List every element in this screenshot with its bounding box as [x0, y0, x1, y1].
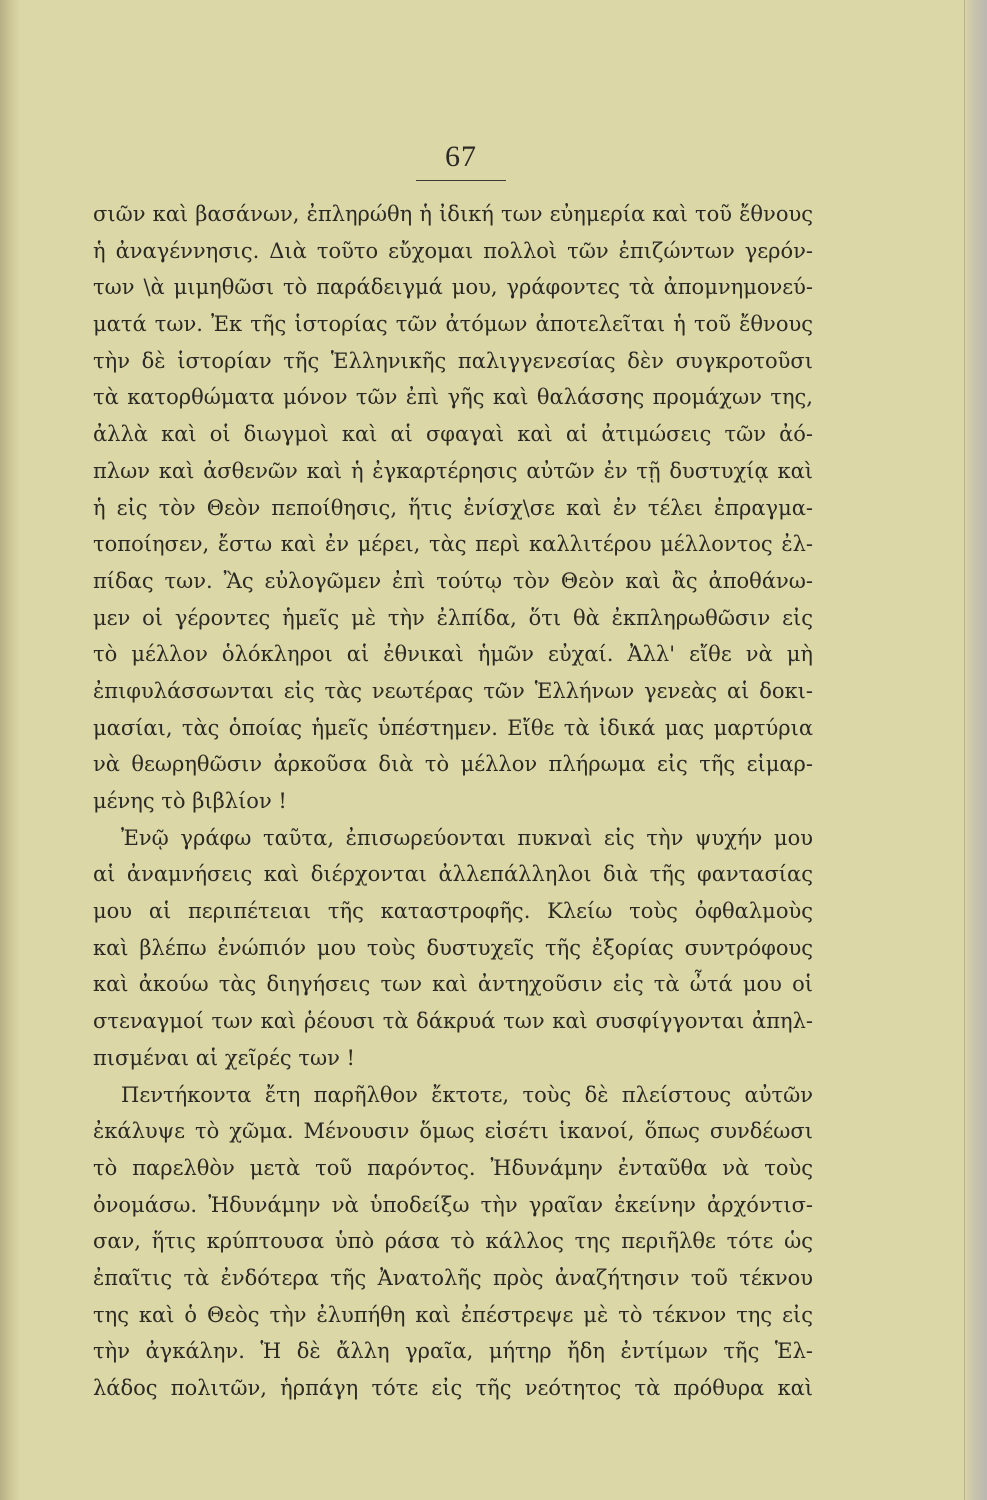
body-text — [93, 196, 813, 1407]
page-number-rule — [416, 180, 506, 181]
text-line: τοποίησεν, ἔστω καὶ ἐν μέρει, τὰς περὶ καλλιτέρου μέλλοντος ἐλ- — [93, 532, 813, 557]
text-line: ματά των. Ἐκ τῆς ἱστορίας τῶν ἀτόμων ἀποτελεῖται ἡ τοῦ ἔθνους — [93, 312, 813, 337]
text-line: λάδος πολιτῶν, ἡρπάγη τότε εἰς τῆς νεότητος τὰ πρόθυρα καὶ — [93, 1376, 813, 1400]
text-line: τὸ μέλλον ὁλόκληροι αἱ ἐθνικαὶ ἡμῶν εὐχαί. Ἀλλ' εἴθε νὰ μὴ — [93, 642, 813, 667]
text-line: νὰ θεωρηθῶσιν ἀρκοῦσα διὰ τὸ μέλλον πλήρωμα εἰς τῆς εἱμαρ- — [93, 752, 813, 777]
text-line: της καὶ ὁ Θεὸς τὴν ἐλυπήθη καὶ ἐπέστρεψε μὲ τὸ τέκνον της εἰς — [93, 1302, 813, 1327]
text-line: μασίαι, τὰς ὁποίας ἡμεῖς ὑπέστημεν. Εἴθε τὰ ἰδικά μας μαρτύρια — [93, 715, 813, 740]
page-number: 67 — [445, 140, 477, 173]
text-line: ἡ ἀναγέννησις. Διὰ τοῦτο εὔχομαι πολλοὶ τῶν ἐπιζώντων γερόν- — [93, 238, 813, 263]
page-edge-band — [965, 0, 987, 1500]
text-line: τὸ παρελθὸν μετὰ τοῦ παρόντος. Ἠδυνάμην ἐνταῦθα νὰ τοὺς — [93, 1155, 813, 1180]
book-gutter-shadow — [0, 0, 20, 1500]
text-line: σαν, ἥτις κρύπτουσα ὑπὸ ράσα τὸ κάλλος της περιῆλθε τότε ὡς — [93, 1229, 813, 1254]
text-line: ἐπιφυλάσσωνται εἰς τὰς νεωτέρας τῶν Ἑλλήνων γενεὰς αἱ δοκι- — [93, 678, 813, 703]
text-line: ἐκάλυψε τὸ χῶμα. Μένουσιν ὅμως εἰσέτι ἱκανοί, ὅπως συνδέωσι — [93, 1119, 813, 1144]
text-line: στεναγμοί των καὶ ῥέουσι τὰ δάκρυά των καὶ συσφίγγονται ἀπηλ- — [93, 1009, 813, 1034]
text-line: καὶ ἀκούω τὰς διηγήσεις των καὶ ἀντηχοῦσιν εἰς τὰ ὦτά μου οἱ — [93, 972, 813, 997]
text-line: πίδας των. Ἂς εὐλογῶμεν ἐπὶ τούτῳ τὸν Θεὸν καὶ ἂς ἀποθάνω- — [93, 568, 813, 593]
text-line: καὶ βλέπω ἐνώπιόν μου τοὺς δυστυχεῖς τῆς ἐξορίας συντρόφους — [93, 935, 813, 960]
text-line: αἱ ἀναμνήσεις καὶ διέρχονται ἀλλεπάλληλοι διὰ τῆς φαντασίας — [93, 862, 813, 887]
text-line: πλων καὶ ἀσθενῶν καὶ ἡ ἐγκαρτέρησις αὐτῶν ἐν τῇ δυστυχίᾳ καὶ — [93, 458, 813, 483]
text-line: ὀνομάσω. Ἠδυνάμην νὰ ὑποδείξω τὴν γραῖαν ἐκείνην ἀρχόντισ- — [93, 1192, 813, 1217]
text-line: Πεντήκοντα ἔτη παρῆλθον ἔκτοτε, τοὺς δὲ πλείστους αὐτῶν — [121, 1082, 813, 1107]
text-line: μένης τὸ βιβλίον ! — [93, 789, 287, 813]
text-line: σιῶν καὶ βασάνων, ἐπληρώθη ἡ ἰδική των εὐημερία καὶ τοῦ ἔθνους — [93, 202, 813, 226]
text-line: τὰ κατορθώματα μόνον τῶν ἐπὶ γῆς καὶ θαλάσσης προμάχων της, — [93, 385, 813, 410]
text-line: ἐπαῖτις τὰ ἐνδότερα τῆς Ἀνατολῆς πρὸς ἀναζήτησιν τοῦ τέκνου — [93, 1265, 813, 1290]
text-line: μεν οἱ γέροντες ἡμεῖς μὲ τὴν ἐλπίδα, ὅτι θὰ ἐκπληρωθῶσιν εἰς — [93, 605, 813, 630]
text-line: μου αἱ περιπέτειαι τῆς καταστροφῆς. Κλείω τοὺς ὀφθαλμοὺς — [93, 899, 813, 924]
text-line: τὴν ἀγκάλην. Ἡ δὲ ἄλλη γραῖα, μήτηρ ἤδη ἐντίμων τῆς Ἑλ- — [93, 1339, 813, 1364]
text-line: τὴν δὲ ἱστορίαν τῆς Ἑλληνικῆς παλιγγενεσίας δὲν συγκροτοῦσι — [93, 348, 813, 373]
text-line: των \ὰ μιμηθῶσι τὸ παράδειγμά μου, γράφοντες τὰ ἀπομνημονεύ- — [93, 275, 813, 300]
text-line: πισμέναι αἱ χεῖρές των ! — [93, 1045, 355, 1070]
text-line: ἡ εἰς τὸν Θεὸν πεποίθησις, ἥτις ἐνίσχ\σε καὶ ἐν τέλει ἐπραγμα- — [93, 495, 813, 520]
text-line: Ἐνῷ γράφω ταῦτα, ἐπισωρεύονται πυκναὶ εἰς τὴν ψυχήν μου — [121, 825, 813, 850]
text-line: ἀλλὰ καὶ οἱ διωγμοὶ καὶ αἱ σφαγαὶ καὶ αἱ ἀτιμώσεις τῶν ἀό- — [93, 422, 813, 447]
